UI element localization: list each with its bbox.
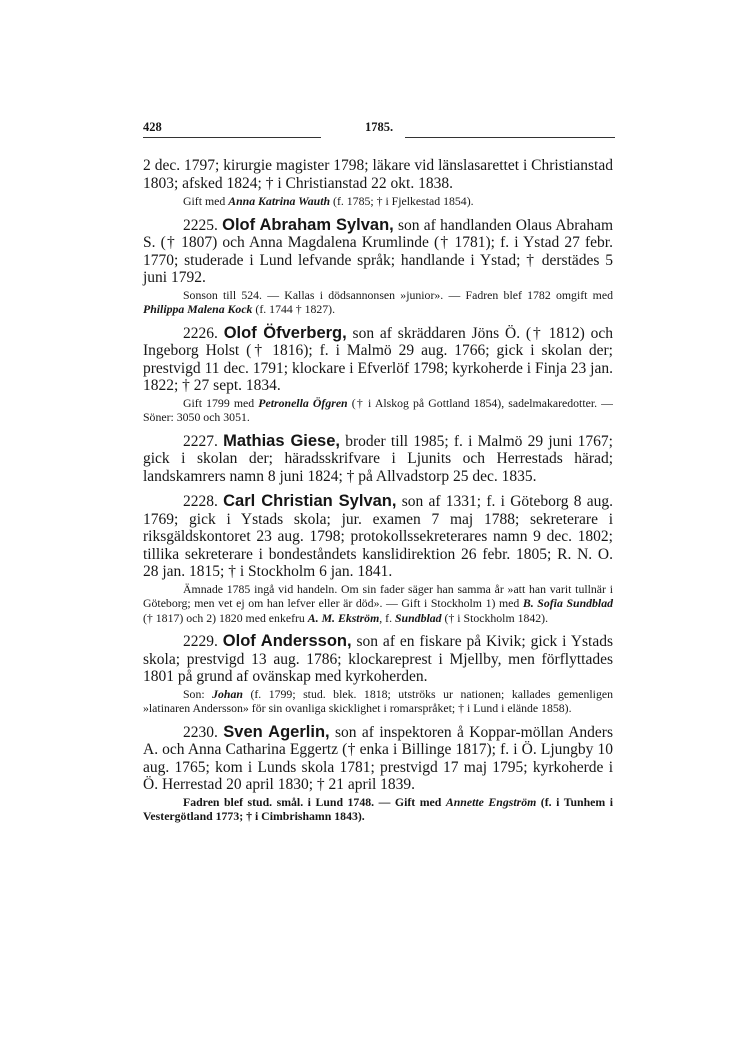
entry-name: Olof Öfverberg, bbox=[223, 323, 347, 342]
continuation-note bbox=[143, 194, 613, 209]
entry-text bbox=[143, 217, 613, 287]
entry-text bbox=[143, 325, 613, 395]
document-body bbox=[143, 157, 613, 824]
entry-body: broder till 1985; f. i Malmö 29 juni 1767; gick i skolan der; häradsskrifvare i Ljunits och Herrestads härad; landskamrers namn 8 juni 1824; † på Allvadstorp 25 dec. 1835. bbox=[143, 432, 613, 485]
note-name: B. Sofia Sundblad bbox=[522, 596, 614, 610]
continuation-text: 2 dec. 1797; kirurgie magister 1798; läkare vid länslasarettet i Christianstad 1803; afsked 1824; † i Christianstad 22 okt. 1838. bbox=[143, 157, 613, 192]
entry-number: 2228. bbox=[183, 493, 218, 510]
note-text: Gift med bbox=[183, 194, 229, 208]
note-name: Petronella Öfgren bbox=[258, 395, 348, 410]
note-name: Annette Engström bbox=[445, 794, 537, 809]
note-text: (f. 1799; stud. blek. 1818; utströks ur nationen; kallades gemenligen »latinaren Andersson» för sin ovanliga skicklighet i romarspråket; † i Lund i elände 1858). bbox=[143, 686, 613, 715]
header-rule-right bbox=[405, 137, 615, 138]
entry-number: 2226. bbox=[183, 324, 218, 342]
note-name: Johan bbox=[212, 686, 243, 701]
entry-2227 bbox=[143, 433, 613, 486]
note-text: (f. 1785; † i Fjelkestad 1854). bbox=[330, 194, 474, 208]
entry-number: 2225. bbox=[183, 216, 218, 234]
note-text: , f. bbox=[379, 610, 395, 625]
note-text: Son: bbox=[183, 686, 213, 701]
note-name: Philippa Malena Kock bbox=[143, 302, 253, 316]
entry-text bbox=[143, 493, 613, 581]
entry-2230 bbox=[143, 724, 613, 824]
entry-name: Sven Agerlin, bbox=[223, 722, 330, 741]
entry-text bbox=[143, 633, 613, 686]
note-text: († 1817) och 2) 1820 med enkefru bbox=[143, 610, 308, 625]
entry-2228 bbox=[143, 493, 613, 625]
entry-name: Olof Abraham Sylvan, bbox=[222, 215, 394, 234]
entry-text bbox=[143, 724, 613, 794]
entry-note bbox=[143, 795, 613, 824]
entry-body: son af 1331; f. i Göteborg 8 aug. 1769; gick i Ystads skola; jur. examen 7 maj 1788; sekreterare i riksgäldskontoret 23 aug. 1798; protokollssekreterares namn 9 dec. 1802; tillika sekreterare i bondeståndets kanslidirektion 26 febr. 1805; R. N. O. 28 jan. 1815; † i Stockholm 6 jan. 1841. bbox=[143, 493, 614, 580]
entry-name: Carl Christian Sylvan, bbox=[223, 492, 397, 510]
note-name: Sundblad bbox=[395, 610, 442, 625]
entry-number: 2229. bbox=[183, 633, 218, 650]
entry-name: Mathias Giese, bbox=[223, 431, 340, 450]
note-text: (f. i Tunhem i Vestergötland 1773; † i Cimbrishamn 1843). bbox=[143, 794, 614, 823]
entry-note bbox=[143, 582, 613, 626]
entry-number: 2227. bbox=[183, 432, 218, 450]
page-header bbox=[143, 120, 615, 142]
entry-2226 bbox=[143, 325, 613, 425]
note-text: Gift 1799 med bbox=[183, 395, 259, 410]
note-name: A. M. Ekström bbox=[307, 610, 380, 625]
entry-body: son af skräddaren Jöns Ö. († 1812) och Ingeborg Holst († 1816); f. i Malmö 29 aug. 1766; gick i skolan der; prestvigd 11 dec. 1791; klockare i Efverlöf 1798; kyrkoherde i Finja 23 jan. 1822; † 27 sept. 1834. bbox=[143, 324, 613, 394]
note-name: Anna Katrina Wauth bbox=[228, 194, 331, 208]
page-number: 428 bbox=[143, 120, 162, 134]
note-text: († i Alskog på Gottland 1854), sadelmakaredotter. — Söner: 3050 och 3051. bbox=[143, 395, 613, 424]
note-text: Fadren blef stud. smål. i Lund 1748. — Gift med bbox=[183, 794, 446, 809]
entry-body: son af en fiskare på Kivik; gick i Ystads skola; prestvigd 13 aug. 1786; klockareprest i Mjellby, men förflyttades 1801 på grund af ovänskap med kyrkoherden. bbox=[143, 633, 614, 685]
entry-2229 bbox=[143, 633, 613, 716]
header-year: 1785. bbox=[365, 120, 394, 134]
note-text: Sonson till 524. — Kallas i dödsannonsen »junior». — Fadren blef 1782 omgift med bbox=[183, 287, 613, 302]
entry-body: son af inspektoren å Koppar-möllan Anders A. och Anna Catharina Eggertz († enka i Billinge 1817); f. i Ö. Ljungby 10 aug. 1765; kom i Lunds skola 1781; prestvigd 17 maj 1795; kyrkoherde i Ö. Herrestad 20 april 1830; † 21 april 1839. bbox=[143, 723, 613, 793]
entry-note bbox=[143, 288, 613, 317]
entry-text bbox=[143, 433, 613, 486]
entry-2225 bbox=[143, 217, 613, 317]
entry-note bbox=[143, 396, 613, 425]
note-text: Ämnade 1785 ingå vid handeln. Om sin fader säger han samma år »att han varit tullnär i Göteborg; men vet ej om han lefver eller är död». — Gift i Stockholm 1) med bbox=[143, 581, 613, 610]
note-text: († i Stockholm 1842). bbox=[441, 610, 549, 625]
entry-note bbox=[143, 687, 613, 716]
entry-name: Olof Andersson, bbox=[222, 632, 352, 650]
entry-number: 2230. bbox=[183, 723, 218, 741]
header-rule-left bbox=[143, 137, 321, 138]
note-text: (f. 1744 † 1827). bbox=[252, 302, 336, 316]
entry-body: son af handlanden Olaus Abraham S. († 1807) och Anna Magdalena Krumlinde († 1781); f. i Ystad 27 febr. 1770; studerade i Lund lefvande språk; handlande i Ystad; † derstädes 5 juni 1792. bbox=[143, 216, 614, 286]
